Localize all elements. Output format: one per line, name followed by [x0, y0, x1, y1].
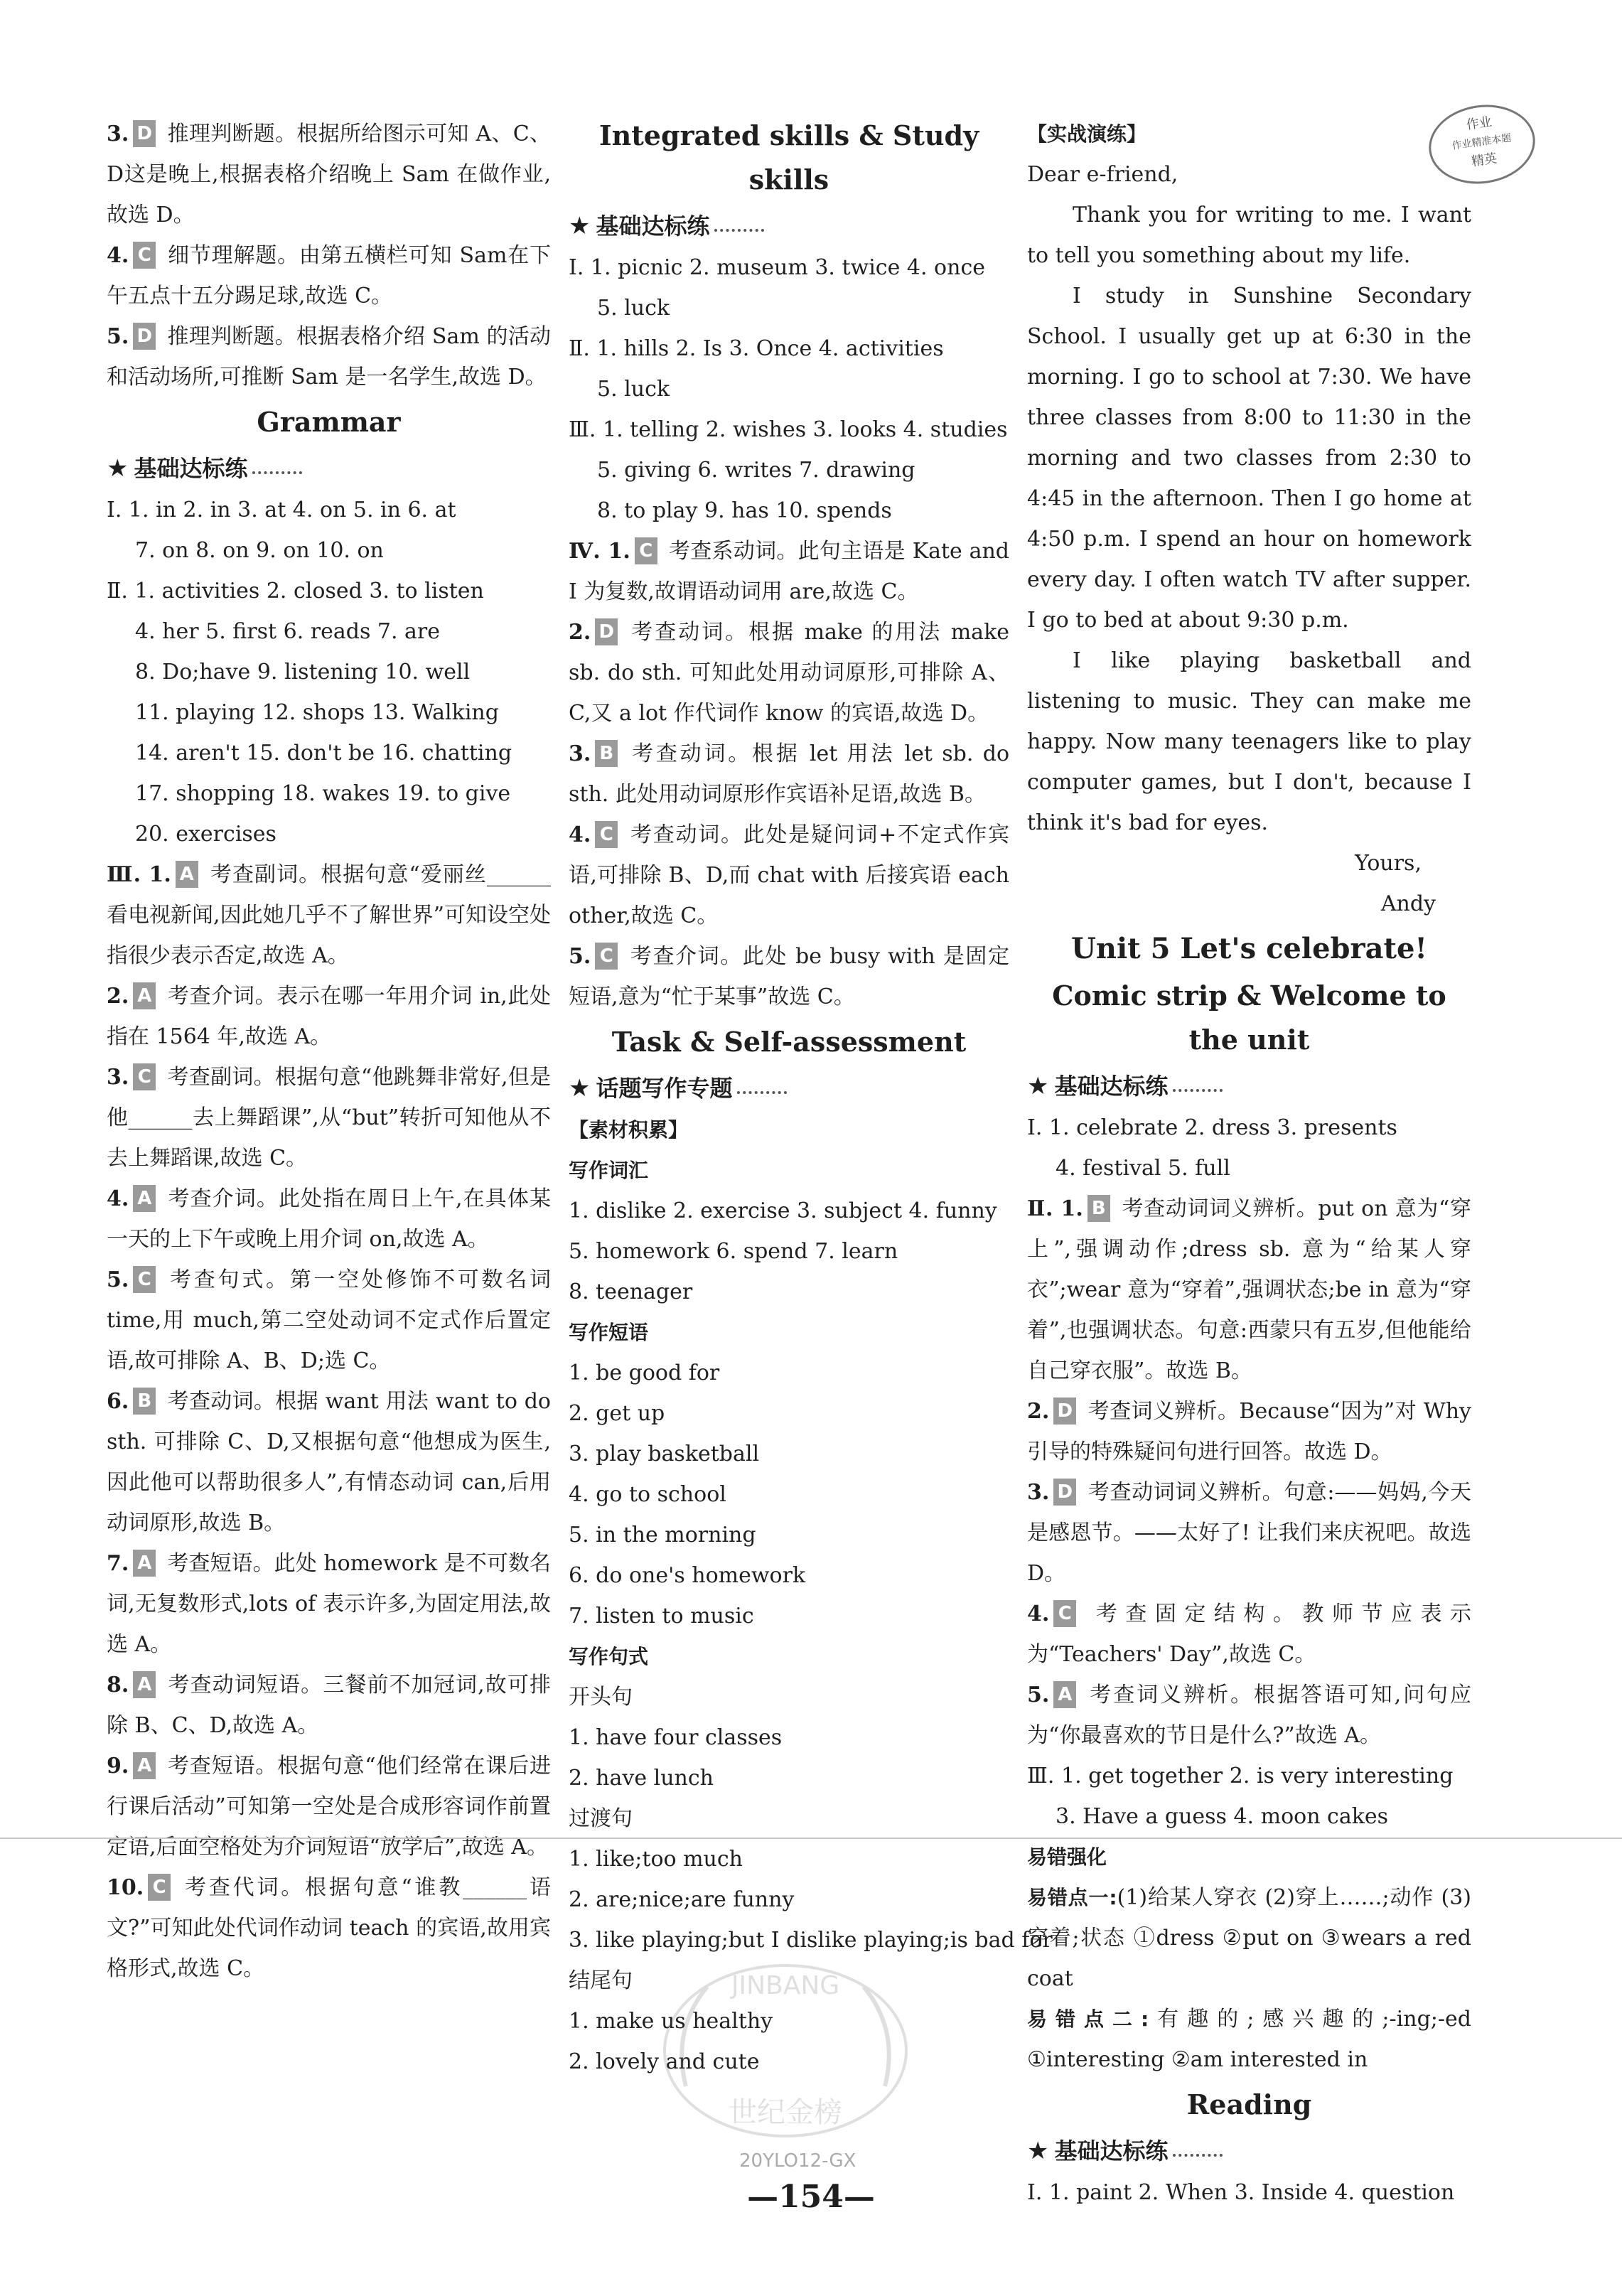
answer-badge: C	[595, 821, 618, 848]
sample-letter	[1027, 154, 1471, 924]
answer-line: 8. to play 9. has 10. spends	[597, 498, 892, 523]
error-point	[1027, 1999, 1471, 2080]
answer-line: 3. play basketball	[569, 1442, 760, 1466]
item-number: 4.	[1027, 1602, 1050, 1626]
item-explanation: 考查动词词义辨析。句意:——妈妈,今天是感恩节。——太好了! 让我们来庆祝吧。故选 D。	[1027, 1480, 1471, 1586]
subheading: 结尾句	[569, 1968, 633, 1993]
subheading: 写作词汇	[569, 1159, 649, 1182]
item-number: 3.	[107, 1065, 129, 1090]
answer-item	[107, 1381, 551, 1543]
item-explanation: 考查副词。根据句意“爱丽丝______看电视新闻,因此她几乎不了解世界”可知设空处指很少表示否定,故选 A。	[107, 862, 551, 968]
publisher-watermark	[643, 1944, 928, 2157]
answer-badge: C	[133, 1063, 156, 1090]
dotted-rule	[1173, 2154, 1223, 2157]
dotted-rule	[1173, 1089, 1223, 1092]
answer-badge: A	[133, 1752, 156, 1779]
answer-badge: C	[133, 242, 156, 269]
item-explanation: 考查动词。根据 want 用法 want to do sth. 可排除 C、D,又根据句意“他想成为医生,因此他可以帮助很多人”,有情态动词 can,后用动词原形,故选 B。	[107, 1389, 551, 1535]
letter-paragraph: Thank you for writing to me. I want to tell you something about my life.	[1027, 203, 1471, 268]
item-number: 5.	[107, 1267, 129, 1292]
dotted-rule	[737, 1091, 787, 1094]
item-number: 2.	[569, 620, 591, 645]
answer-line: Ⅰ. 1. paint 2. When 3. Inside 4. question	[1027, 2180, 1455, 2205]
item-explanation: 考查介词。表示在哪一年用介词 in,此处指在 1564 年,故选 A。	[107, 984, 551, 1049]
item-explanation: 推理判断题。根据表格介绍 Sam 的活动和活动场所,可推断 Sam 是一名学生,故选 D。	[107, 324, 551, 390]
answer-item	[1027, 1472, 1471, 1594]
watermark-text-cn: 世纪金榜	[729, 2096, 842, 2129]
item-number: 4.	[107, 1186, 129, 1211]
answer-line: 5. giving 6. writes 7. drawing	[597, 458, 915, 483]
answer-item	[107, 1867, 551, 1989]
answer-line: 11. playing 12. shops 13. Walking	[135, 700, 499, 725]
answer-line: 4. festival 5. full	[1056, 1156, 1230, 1181]
answer-item	[569, 612, 1009, 734]
answer-item	[569, 531, 1009, 612]
answer-badge: B	[595, 740, 618, 767]
item-explanation: 考查副词。根据句意“他跳舞非常好,但是他______去上舞蹈课”,从“but”转折可知他从不去上舞蹈课,故选 C。	[107, 1065, 551, 1171]
answer-line: 2. have lunch	[569, 1766, 714, 1791]
item-number: 3.	[107, 122, 129, 146]
item-number: 5.	[569, 944, 591, 969]
section-heading	[569, 1067, 1009, 1110]
item-number: 9.	[107, 1754, 129, 1779]
answer-badge: C	[1053, 1600, 1076, 1627]
section-heading	[107, 447, 551, 490]
error-point-text: 有趣的;感兴趣的;-ing;-ed ①interesting ②am interested in	[1027, 2007, 1471, 2072]
answer-item	[107, 114, 551, 235]
answer-line: 1. dislike 2. exercise 3. subject 4. funny	[569, 1198, 997, 1223]
answer-badge: A	[133, 1550, 156, 1577]
print-code: 20YLO12-GX	[739, 2150, 856, 2172]
letter-paragraph: I study in Sunshine Secondary School. I usually get up at 6:30 in the morning. I go to school at 7:30. We have three classes from 8:00 to 11:30 in the morning and two classes from 2:30 to 4:45 in the afternoon. Then I go home at 4:50 p.m. I spend an hour on homework every day. I often watch TV after supper. I go to bed at about 9:30 p.m.	[1027, 284, 1471, 633]
item-explanation: 考查介词。此处 be busy with 是固定短语,意为“忙于某事”故选 C。	[569, 944, 1009, 1009]
answer-item	[107, 1746, 551, 1867]
item-number: 3.	[1027, 1480, 1050, 1505]
column-left	[107, 114, 551, 1989]
section-heading	[569, 205, 1009, 247]
item-number: 10.	[107, 1875, 144, 1900]
item-number: 5.	[1027, 1683, 1050, 1707]
letter-paragraph: I like playing basketball and listening to music. They can make me happy. Now many teenagers like to play computer games, but I don't, because I think it's bad for eyes.	[1027, 648, 1471, 835]
answer-line: 7. on 8. on 9. on 10. on	[135, 538, 384, 563]
letter-greeting: Dear e-friend,	[1027, 162, 1178, 187]
answer-item	[107, 976, 551, 1057]
item-explanation: 考查动词词义辨析。put on 意为“穿上”,强调动作;dress sb. 意为“给某人穿衣”;wear 意为“穿着”,强调状态;be in 意为“穿着”,也强调状态。句意:西蒙只有五岁,但他能给自己穿衣服”。故选 B。	[1027, 1196, 1472, 1383]
answer-line: 3. Have a guess 4. moon cakes	[1056, 1804, 1389, 1829]
star-icon: ★	[569, 212, 591, 240]
item-number: 4.	[107, 243, 129, 268]
answer-line: 7. listen to music	[569, 1604, 754, 1629]
section-heading	[1027, 2130, 1471, 2172]
answer-badge: A	[176, 861, 198, 888]
answer-line: Ⅲ. 1. telling 2. wishes 3. looks 4. studies	[569, 417, 1008, 442]
stamp-line-2: 作业精准本题	[1451, 132, 1513, 152]
answer-line: 1. like;too much	[569, 1847, 743, 1872]
page-number: —154—	[747, 2179, 875, 2215]
error-point-label: 易错点二:	[1027, 2007, 1149, 2031]
item-explanation: 考查动词。根据 let 用法 let sb. do sth. 此处用动词原形作宾语补足语,故选 B。	[569, 741, 1009, 807]
star-icon: ★	[569, 1074, 591, 1103]
answer-item	[107, 1665, 551, 1746]
subheading: 写作句式	[569, 1645, 649, 1668]
section-title-reading: Reading	[1186, 2088, 1312, 2120]
answer-badge: A	[133, 1185, 156, 1212]
answer-line: 8. Do;have 9. listening 10. well	[135, 660, 471, 685]
answer-line: Ⅰ. 1. in 2. in 3. at 4. on 5. in 6. at	[107, 498, 456, 522]
answer-line: Ⅱ. 1. activities 2. closed 3. to listen	[107, 579, 484, 603]
stamp-line-3: 精英	[1470, 151, 1498, 170]
dotted-rule	[714, 229, 764, 232]
answer-item	[569, 734, 1009, 815]
answer-line: 2. lovely and cute	[569, 2049, 760, 2074]
item-explanation: 考查介词。此处指在周日上午,在具体某一天的上下午或晚上用介词 on,故选 A。	[107, 1186, 551, 1252]
item-explanation: 考查句式。第一空处修饰不可数名词 time,用 much,第二空处动词不定式作后置定语,故可排除 A、B、D;选 C。	[107, 1267, 551, 1373]
answer-line: 5. luck	[597, 377, 670, 402]
answer-line: 6. do one's homework	[569, 1563, 806, 1588]
answer-badge: D	[595, 618, 618, 645]
star-icon: ★	[107, 454, 129, 483]
answer-line: Ⅰ. 1. picnic 2. museum 3. twice 4. once	[569, 255, 985, 280]
error-point-label: 易错点一:	[1027, 1886, 1117, 1909]
letter-closing: Yours,	[1355, 851, 1422, 876]
item-explanation: 细节理解题。由第五横栏可知 Sam在下午五点十五分踢足球,故选 C。	[107, 243, 551, 309]
answer-item	[107, 854, 551, 976]
item-explanation: 考查短语。根据句意“他们经常在课后进行课后活动”可知第一空处是合成形容词作前置定语,后面空格处为介词短语“放学后”,故选 A。	[107, 1754, 551, 1860]
answer-line: 5. in the morning	[569, 1523, 756, 1547]
letter-signature: Andy	[1380, 891, 1436, 916]
answer-badge: B	[133, 1388, 156, 1415]
section-heading-label: 基础达标练	[134, 455, 248, 482]
item-explanation: 考查固定结构。教师节应表示为“Teachers' Day”,故选 C。	[1027, 1602, 1471, 1667]
answer-line: 5. homework 6. spend 7. learn	[569, 1239, 898, 1264]
subheading: 易错强化	[1027, 1845, 1107, 1869]
subheading: 过渡句	[569, 1806, 633, 1831]
answer-item	[107, 1260, 551, 1381]
answer-badge: C	[133, 1266, 156, 1293]
subheading: 开头句	[569, 1685, 633, 1710]
item-number: 2.	[107, 984, 129, 1009]
scan-fold-line	[0, 1838, 1622, 1839]
section-heading-label: 话题写作专题	[596, 1075, 733, 1102]
section-heading-label: 基础达标练	[1054, 2137, 1169, 2164]
item-explanation: 考查词义辨析。根据答语可知,问句应为“你最喜欢的节日是什么?”故选 A。	[1027, 1683, 1471, 1748]
item-number: 2.	[1027, 1399, 1050, 1424]
answer-item	[107, 316, 551, 397]
error-point-text: (1)给某人穿衣 (2)穿上……;动作 (3)穿着;状态 ①dress ②put on ③wears a red coat	[1027, 1885, 1471, 1991]
answer-badge: C	[595, 943, 618, 970]
section-title-integrated: Integrated skills & Study skills	[598, 119, 979, 195]
answer-line: 2. get up	[569, 1401, 665, 1426]
item-explanation: 考查动词。此处是疑问词+不定式作宾语,可排除 B、D,而 chat with 后接宾语 each other,故选 C。	[569, 822, 1009, 928]
answer-badge: D	[1053, 1398, 1076, 1425]
subheading: 【素材积累】	[569, 1118, 689, 1142]
answer-item	[107, 1057, 551, 1179]
item-explanation: 推理判断题。根据所给图示可知 A、C、D这是晚上,根据表格介绍晚上 Sam 在做作业,故选 D。	[107, 122, 551, 227]
answer-line: 3. like playing;but I dislike playing;is bad for	[569, 1928, 1053, 1953]
answer-line: 1. be good for	[569, 1361, 720, 1385]
error-point	[1027, 1877, 1471, 1999]
stamp-line-1: 作业	[1465, 114, 1493, 133]
answer-badge: A	[1053, 1681, 1076, 1708]
answer-item	[107, 1543, 551, 1665]
dotted-rule	[252, 471, 302, 474]
answer-line: Ⅰ. 1. celebrate 2. dress 3. presents	[1027, 1115, 1397, 1140]
item-number: Ⅲ. 1.	[107, 862, 171, 887]
answer-line: Ⅲ. 1. get together 2. is very interesting	[1027, 1764, 1454, 1788]
section-title-task: Task & Self-assessment	[611, 1026, 967, 1058]
answer-item	[1027, 1391, 1471, 1472]
answer-line: 5. luck	[597, 296, 670, 321]
answer-badge: A	[133, 1671, 156, 1698]
item-explanation: 考查短语。此处 homework 是不可数名词,无复数形式,lots of 表示许多,为固定用法,故选 A。	[107, 1551, 551, 1657]
answer-line: 4. her 5. first 6. reads 7. are	[135, 619, 441, 644]
answer-line: 17. shopping 18. wakes 19. to give	[135, 781, 511, 806]
item-number: Ⅱ. 1.	[1027, 1196, 1083, 1221]
item-number: 8.	[107, 1673, 129, 1697]
answer-badge: D	[1053, 1479, 1076, 1506]
answer-badge: A	[133, 982, 156, 1009]
subheading: 【实战演练】	[1027, 122, 1147, 146]
item-number: 4.	[569, 822, 591, 847]
answer-item	[569, 815, 1009, 936]
answer-line: 14. aren't 15. don't be 16. chatting	[135, 741, 512, 766]
answer-item	[569, 936, 1009, 1017]
item-number: 6.	[107, 1389, 129, 1414]
answer-line: 1. make us healthy	[569, 2009, 773, 2034]
star-icon: ★	[1027, 2137, 1049, 2165]
answer-line: 2. are;nice;are funny	[569, 1887, 795, 1912]
item-explanation: 考查词义辨析。Because“因为”对 Why 引导的特殊疑问句进行回答。故选 D。	[1027, 1399, 1471, 1464]
item-explanation: 考查代词。根据句意“谁教______语文?”可知此处代词作动词 teach 的宾语,故用宾格形式,故选 C。	[107, 1875, 551, 1981]
section-heading-label: 基础达标练	[596, 213, 710, 240]
item-number: 7.	[107, 1551, 129, 1576]
column-middle	[569, 114, 1053, 2082]
answer-item	[107, 235, 551, 316]
answer-badge: B	[1087, 1195, 1110, 1222]
answer-line: Ⅱ. 1. hills 2. Is 3. Once 4. activities	[569, 336, 944, 361]
answer-item	[1027, 1189, 1471, 1391]
section-title-grammar: Grammar	[257, 406, 401, 438]
answer-badge: D	[133, 323, 156, 350]
answer-line: 8. teenager	[569, 1280, 693, 1304]
answer-line: 1. have four classes	[569, 1725, 783, 1750]
answer-badge: C	[635, 537, 657, 564]
answer-badge: C	[148, 1874, 171, 1901]
column-right	[1027, 114, 1471, 2213]
answer-line: 20. exercises	[135, 822, 276, 847]
item-number: Ⅳ. 1.	[569, 539, 630, 564]
section-title-comic: Comic strip & Welcome to the unit	[1052, 980, 1446, 1056]
answer-item	[1027, 1675, 1471, 1756]
item-number: 5.	[107, 324, 129, 349]
item-explanation: 考查动词短语。三餐前不加冠词,故可排除 B、C、D,故选 A。	[107, 1673, 551, 1738]
subheading: 写作短语	[569, 1321, 649, 1344]
item-explanation: 考查系动词。此句主语是 Kate and I 为复数,故谓语动词用 are,故选 C。	[569, 539, 1010, 604]
item-number: 3.	[569, 741, 591, 766]
answer-badge: D	[133, 120, 156, 147]
item-explanation: 考查动词。根据 make 的用法 make sb. do sth. 可知此处用动词原形,可排除 A、C,又 a lot 作代词作 know 的宾语,故选 D。	[569, 620, 1009, 726]
section-heading	[1027, 1065, 1471, 1107]
answer-line: 4. go to school	[569, 1482, 726, 1507]
answer-item	[1027, 1594, 1471, 1675]
watermark-text: JINBANG	[731, 1971, 840, 2000]
answer-item	[107, 1179, 551, 1260]
star-icon: ★	[1027, 1072, 1049, 1100]
unit-title: Unit 5 Let's celebrate!	[1071, 932, 1427, 965]
section-heading-label: 基础达标练	[1054, 1073, 1169, 1100]
